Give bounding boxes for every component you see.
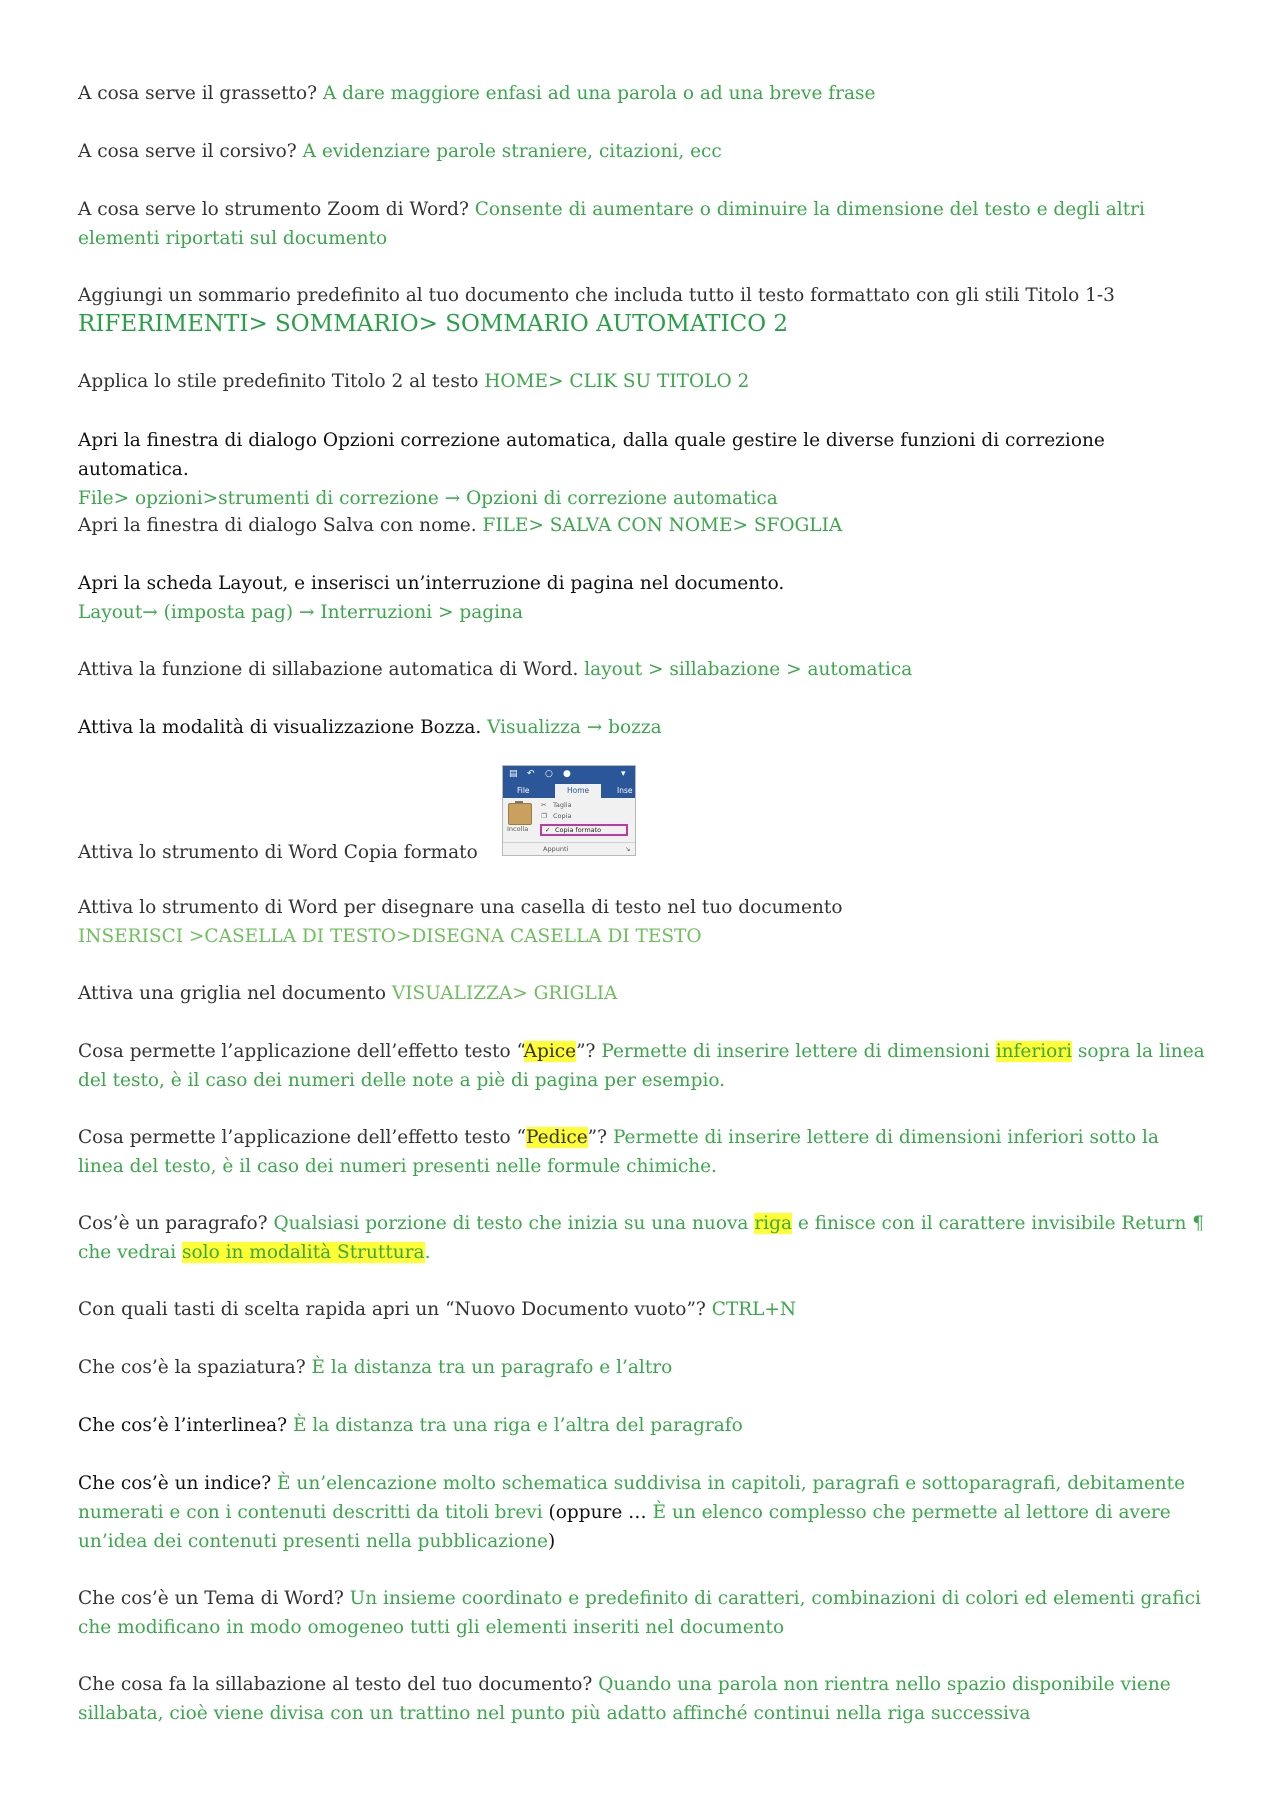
qa-sillabazione	[78, 1670, 1208, 1728]
qa-paragrafo	[78, 1209, 1208, 1267]
question: Applica lo stile predefinito Titolo 2 al testo	[78, 371, 485, 392]
brush-icon: ✓	[545, 826, 551, 834]
qa-griglia	[78, 979, 1208, 1008]
qa-salva-con-nome	[78, 511, 1208, 540]
format-painter-label: Copia formato	[555, 826, 602, 834]
answer: Permette di inserire lettere di dimensioni inferiori sotto la linea del testo, è il caso dei numeri presenti nelle formule chimiche.	[78, 1127, 1159, 1177]
clipboard-group-label: Appunti	[543, 845, 569, 853]
answer: Visualizza → bozza	[487, 717, 662, 738]
answer: FILE> SALVA CON NOME> SFOGLIA	[482, 515, 843, 536]
copy-label[interactable]: Copia	[553, 812, 572, 820]
customize-icon: ▾	[621, 769, 626, 779]
answer-part-3: .	[424, 1242, 431, 1263]
cut-icon: ✂	[541, 801, 547, 809]
undo-icon: ↶	[527, 769, 535, 779]
qa-indice	[78, 1469, 1208, 1556]
answer: Un insieme coordinato e predefinito di caratteri, combinazioni di colori ed elementi grafici che modificano in modo omogeneo tutti gli elementi inseriti nel documento	[78, 1588, 1201, 1638]
answer: Quando una parola non rientra nello spazio disponibile viene sillabata, cioè viene divisa con un trattino nel punto più adatto affinché continui nella riga successiva	[78, 1674, 1171, 1724]
answer: File> opzioni>strumenti di correzione → Opzioni di correzione automatica	[78, 488, 778, 509]
question: A cosa serve lo strumento Zoom di Word?	[78, 199, 475, 220]
qa-sillabazione-automatica	[78, 655, 1208, 684]
question: Che cos’è un indice?	[78, 1473, 278, 1494]
tab-file[interactable]: File	[517, 786, 530, 795]
answer-highlight-1: riga	[754, 1213, 792, 1234]
question: Attiva una griglia nel documento	[78, 983, 392, 1004]
question-end: ”?	[587, 1127, 613, 1148]
answer: HOME> CLIK SU TITOLO 2	[484, 371, 750, 392]
answer: È la distanza tra una riga e l’altra del paragrafo	[292, 1415, 743, 1436]
answer: layout > sillabazione > automatica	[584, 659, 913, 680]
answer: A dare maggiore enfasi ad una parola o ad una breve frase	[322, 83, 876, 104]
question: Attiva la funzione di sillabazione automatica di Word.	[78, 659, 585, 680]
answer: INSERISCI >CASELLA DI TESTO>DISEGNA CASELLA DI TESTO	[78, 926, 702, 947]
copy-icon: ❐	[541, 812, 547, 820]
touch-mode-icon: ●	[563, 769, 571, 779]
qa-apice	[78, 1037, 1208, 1095]
answer-part-1: È un’elencazione molto schematica suddivisa in capitoli, paragrafi e sottoparagrafi, debitamente numerati e con i contenuti descritti da titoli brevi	[78, 1473, 1186, 1523]
qa-zoom	[78, 195, 1208, 253]
question: Che cos’è l’interlinea?	[78, 1415, 293, 1436]
answer-highlight: inferiori	[995, 1041, 1073, 1062]
question-start: Cosa permette l’applicazione dell’effetto testo “	[78, 1041, 524, 1062]
question: A cosa serve il corsivo?	[78, 141, 303, 162]
answer: Layout→ (imposta pag) → Interruzioni > pagina	[78, 602, 524, 623]
question: Che cos’è la spaziatura?	[78, 1357, 312, 1378]
question: Attiva lo strumento di Word Copia formato	[78, 842, 478, 863]
highlighted-term: Pedice	[526, 1127, 588, 1148]
qa-casella-testo	[78, 893, 1208, 951]
answer-end: sopra la linea del testo, è il caso dei numeri delle note a piè di pagina per esempio.	[78, 1041, 1205, 1091]
answer-highlight-2: solo in modalità Struttura	[182, 1242, 425, 1263]
answer-part-2: e finisce con il carattere invisibile Return ¶ che vedrai	[78, 1213, 1205, 1263]
qa-pedice	[78, 1123, 1208, 1181]
answer-part-2: È un elenco complesso che permette al lettore di avere un’idea dei contenuti presenti nella pubblicazione	[78, 1502, 1171, 1552]
qa-tema	[78, 1584, 1208, 1642]
tab-home[interactable]: Home	[555, 784, 601, 798]
redo-icon: ○	[545, 769, 553, 779]
question: Attiva lo strumento di Word per disegnare una casella di testo nel tuo documento	[78, 897, 843, 918]
qa-bozza	[78, 713, 1208, 742]
question-start: Cosa permette l’applicazione dell’effetto testo “	[78, 1127, 527, 1148]
ribbon-screenshot	[502, 765, 636, 856]
paste-label: Incolla	[507, 825, 529, 833]
question: Che cos’è un Tema di Word?	[78, 1588, 350, 1609]
qa-titolo2	[78, 367, 1208, 396]
dialog-launcher-icon[interactable]: ↘	[625, 845, 631, 853]
answer-part-1: Qualsiasi porzione di testo che inizia su una nuova	[273, 1213, 755, 1234]
answer: VISUALIZZA> GRIGLIA	[391, 983, 618, 1004]
answer: Consente di aumentare o diminuire la dimensione del testo e degli altri elementi riportati sul documento	[78, 199, 1145, 249]
qa-spaziatura	[78, 1353, 1208, 1382]
answer: RIFERIMENTI> SOMMARIO> SOMMARIO AUTOMATICO 2	[78, 311, 789, 337]
question: Apri la scheda Layout, e inserisci un’interruzione di pagina nel documento.	[78, 573, 785, 594]
group-divider	[503, 842, 635, 843]
question: Aggiungi un sommario predefinito al tuo documento che includa tutto il testo formattato con gli stili Titolo 1-3	[78, 285, 1115, 306]
question: Apri la finestra di dialogo Salva con nome.	[78, 515, 483, 536]
qa-nuovo-documento	[78, 1295, 1208, 1324]
alternative-close: )	[547, 1531, 556, 1552]
qa-copia-formato	[78, 838, 1208, 867]
highlighted-term: Apice	[523, 1041, 577, 1062]
question: Attiva la modalità di visualizzazione Bozza.	[78, 717, 488, 738]
question: A cosa serve il grassetto?	[78, 83, 323, 104]
question: Apri la finestra di dialogo Opzioni correzione automatica, dalla quale gestire le diverse funzioni di correzione automatica.	[78, 430, 1105, 480]
ribbon-tabs	[503, 784, 635, 798]
save-icon: ▤	[509, 769, 518, 779]
question: Cos’è un paragrafo?	[78, 1213, 274, 1234]
qa-sommario	[78, 281, 1208, 340]
qa-grassetto	[78, 79, 1208, 108]
alternative-open: (oppure …	[542, 1502, 653, 1523]
answer: È la distanza tra un paragrafo e l’altro	[311, 1357, 673, 1378]
tab-insert[interactable]: Inse	[617, 786, 633, 795]
quick-access-toolbar	[503, 766, 635, 784]
question-end: ”?	[576, 1041, 602, 1062]
qa-corsivo	[78, 137, 1208, 166]
cut-label[interactable]: Taglia	[553, 801, 572, 809]
paste-icon[interactable]	[508, 803, 532, 825]
question: Che cosa fa la sillabazione al testo del tuo documento?	[78, 1674, 599, 1695]
answer: CTRL+N	[711, 1299, 797, 1320]
qa-interlinea	[78, 1411, 1208, 1440]
answer: A evidenziare parole straniere, citazioni, ecc	[302, 141, 722, 162]
qa-correzione-automatica	[78, 426, 1208, 513]
answer-start: Permette di inserire lettere di dimensioni	[601, 1041, 996, 1062]
qa-interruzione-pagina	[78, 569, 1208, 627]
question: Con quali tasti di scelta rapida apri un “Nuovo Documento vuoto”?	[78, 1299, 712, 1320]
